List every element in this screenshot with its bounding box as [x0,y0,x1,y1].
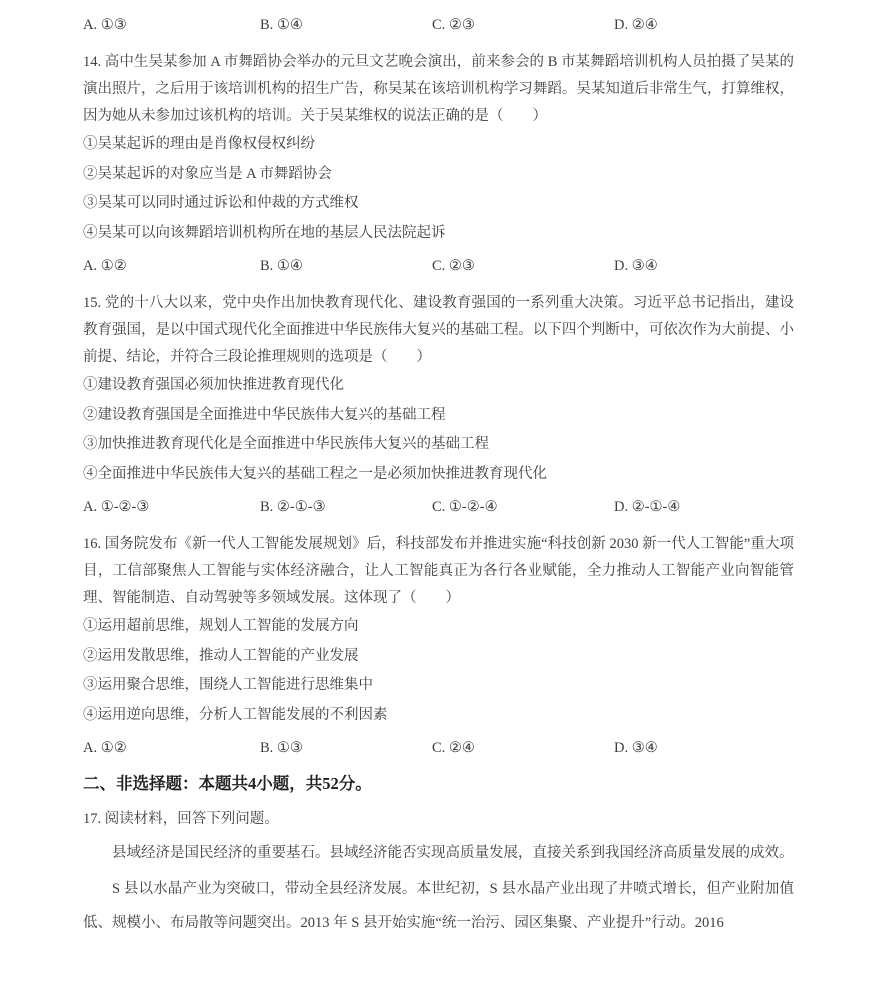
option-b: B. ①④ [260,17,303,33]
question-16-item-4: ④运用逆向思维，分析人工智能发展的不利因素 [83,706,388,723]
option-d: D. ③④ [614,740,658,756]
option-c: C. ②③ [432,17,475,33]
question-15-options-row [83,492,794,522]
option-b: B. ①③ [260,740,303,756]
option-c: C. ①-②-④ [432,499,498,515]
question-17-intro: 17. 阅读材料，回答下列问题。 [83,811,279,827]
question-14-item-1: ①吴某起诉的理由是肖像权侵权纠纷 [83,136,315,152]
question-14-item-4: ④吴某可以向该舞蹈培训机构所在地的基层人民法院起诉 [83,224,446,241]
question-17-material-paragraph-2: S 县以水晶产业为突破口，带动全县经济发展。本世纪初，S 县水晶产业出现了井喷式增长，但产业附加值低、规模小、布局散等问题突出。2013 年 S 县开始实施“统一治污、园区集聚、产业提升”行动。2016 [83,881,794,931]
option-c: C. ②③ [432,258,475,274]
question-15-item-4: ④全面推进中华民族伟大复兴的基础工程之一是必须加快推进教育现代化 [83,465,547,482]
option-a: A. ①② [83,740,127,756]
option-c: C. ②④ [432,740,475,756]
question-14-stem: 14. 高中生吴某参加 A 市舞蹈协会举办的元旦文艺晚会演出，前来参会的 B 市某舞蹈培训机构人员拍摄了吴某的演出照片，之后用于该培训机构的招生广告，称吴某在该培训机构学习舞蹈。吴某知道后非常生气，打算维权，因为她从未参加过该机构的培训。关于吴某维权的说法正确的是（ ） [83,54,794,124]
question-14-item-2: ②吴某起诉的对象应当是 A 市舞蹈协会 [83,165,332,182]
question-15-stem: 15. 党的十八大以来，党中央作出加快教育现代化、建设教育强国的一系列重大决策。习近平总书记指出，建设教育强国，是以中国式现代化全面推进中华民族伟大复兴的基础工程。以下四个判断中，可依次作为大前提、小前提、结论，并符合三段论推理规则的选项是（ ） [83,295,794,365]
option-d: D. ②④ [614,17,658,33]
question-15-item-3: ③加快推进教育现代化是全面推进中华民族伟大复兴的基础工程 [83,436,489,452]
option-a: A. ①-②-③ [83,499,150,515]
section-2-header: 二、非选择题：本题共4小题，共52分。 [83,774,372,793]
option-b: B. ①④ [260,258,303,274]
question-15-item-2: ②建设教育强国是全面推进中华民族伟大复兴的基础工程 [83,406,446,423]
question-13-options-row [83,10,794,40]
option-d: D. ③④ [614,258,658,274]
question-16-options-row [83,733,794,763]
question-14-item-3: ③吴某可以同时通过诉讼和仲裁的方式维权 [83,195,359,211]
option-b: B. ②-①-③ [260,499,326,515]
option-a: A. ①③ [83,17,127,33]
question-15-item-1: ①建设教育强国必须加快推进教育现代化 [83,377,344,393]
question-16-item-3: ③运用聚合思维，围绕人工智能进行思维集中 [83,677,373,693]
question-16-item-2: ②运用发散思维，推动人工智能的产业发展 [83,647,359,664]
question-16-item-1: ①运用超前思维，规划人工智能的发展方向 [83,618,359,634]
question-16-stem: 16. 国务院发布《新一代人工智能发展规划》后，科技部发布并推进实施“科技创新 2030 新一代人工智能”重大项目，工信部聚焦人工智能与实体经济融合，让人工智能真正为各行各业赋能，全力推动人工智能产业向智能管理、智能制造、自动驾驶等多领域发展。这体现了（ ） [83,536,794,606]
question-14-options-row [83,251,794,281]
option-d: D. ②-①-④ [614,499,681,515]
question-17-material-paragraph-1: 县域经济是国民经济的重要基石。县域经济能否实现高质量发展，直接关系到我国经济高质量发展的成效。 [112,845,794,861]
option-a: A. ①② [83,258,127,274]
